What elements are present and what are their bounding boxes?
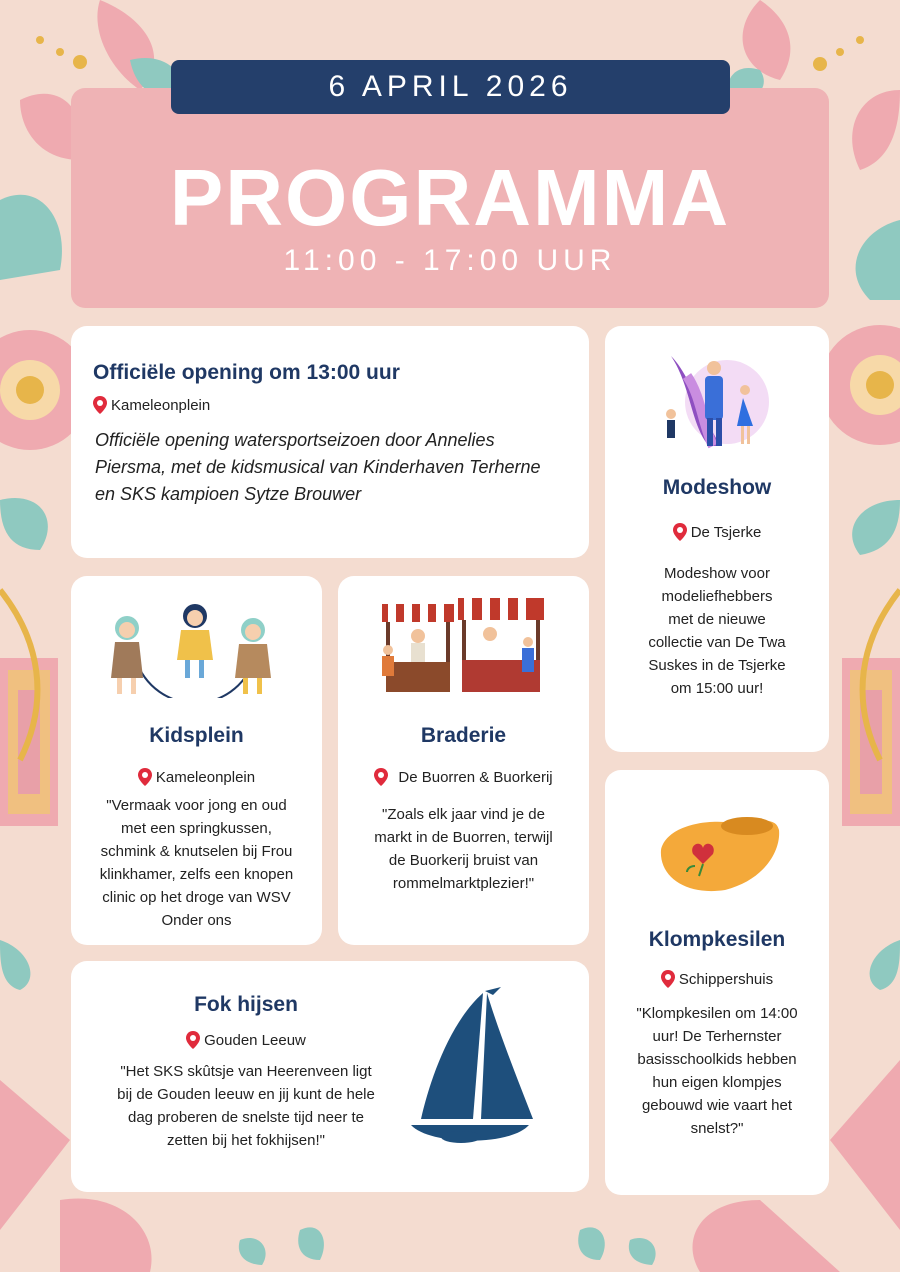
children-jumping-rope-illustration-icon	[105, 598, 287, 698]
wooden-clog-icon	[655, 810, 783, 896]
location-pin-icon	[374, 768, 388, 786]
location-pin-icon	[661, 970, 675, 988]
card-braderie	[338, 576, 589, 945]
modeshow-location-label: De Tsjerke	[690, 523, 762, 541]
opening-location-label: Kameleonplein	[111, 396, 211, 414]
card-modeshow	[605, 326, 829, 752]
fok-location-label: Gouden Leeuw	[204, 1031, 306, 1049]
card-kidsplein	[71, 576, 322, 945]
klompkesilen-title: Klompkesilen	[648, 928, 786, 951]
card-klompkesilen	[605, 770, 829, 1195]
card-opening	[71, 326, 589, 558]
location-pin-icon	[673, 523, 687, 541]
location-pin-icon	[93, 396, 107, 414]
braderie-location-label: De Buorren & Buorkerij	[398, 768, 553, 786]
kidsplein-location	[71, 768, 322, 786]
event-date: 6 APRIL 2026	[328, 70, 573, 103]
modeshow-title: Modeshow	[662, 476, 772, 499]
braderie-title: Braderie	[420, 724, 507, 747]
fok-description: "Het SKS skûtsje van Heerenveen ligt bij de Gouden leeuw en jij kunt de hele dag proberen de snelste tijd neer te zetten bij het fokhijsen!"	[117, 1063, 375, 1149]
location-pin-icon	[138, 768, 152, 786]
klompkesilen-location-label: Schippershuis	[678, 970, 774, 988]
kidsplein-location-label: Kameleonplein	[155, 768, 256, 786]
event-time: 11:00 - 17:00 UUR	[283, 244, 617, 277]
opening-location	[93, 396, 210, 414]
fok-title: Fok hijsen	[194, 993, 298, 1016]
modeshow-location	[605, 523, 829, 541]
fashion-show-illustration-icon	[661, 346, 773, 458]
fok-location	[106, 1031, 386, 1049]
market-stalls-illustration-icon	[378, 596, 548, 700]
kidsplein-title: Kidsplein	[149, 724, 244, 747]
location-pin-icon	[186, 1031, 200, 1049]
opening-description: Officiële opening watersportseizoen door Annelies Piersma, met de kidsmusical van Kinderhaven Terherne en SKS kampioen Sytze Brouwer	[95, 430, 541, 504]
sailboat-skutsje-icon	[409, 983, 539, 1147]
header-panel	[71, 88, 829, 308]
braderie-location	[338, 768, 589, 786]
page-title: PROGRAMMA	[169, 153, 731, 242]
klompkesilen-description: "Klompkesilen om 14:00 uur! De Terhernster basisschoolkids hebben hun eigen klompjes gebouwd wie vaart het snelst?"	[636, 1005, 798, 1137]
braderie-description: "Zoals elk jaar vind je de markt in de Buorren, terwijl de Buorkerij bruist van rommelmarktplezier!"	[374, 806, 553, 892]
date-banner	[171, 60, 730, 114]
modeshow-description: Modeshow voor modeliefhebbers met de nieuwe collectie van De Twa Suskes in de Tsjerke om 15:00 uur!	[648, 565, 786, 697]
opening-title: Officiële opening om 13:00 uur	[93, 361, 400, 384]
klompkesilen-location	[605, 970, 829, 988]
card-fok-hijsen	[71, 961, 589, 1192]
kidsplein-description: "Vermaak voor jong en oud met een springkussen, schmink & knutselen bij Frou klinkhamer, zelfs een knopen clinic op het droge van WSV Onder ons	[99, 797, 294, 929]
